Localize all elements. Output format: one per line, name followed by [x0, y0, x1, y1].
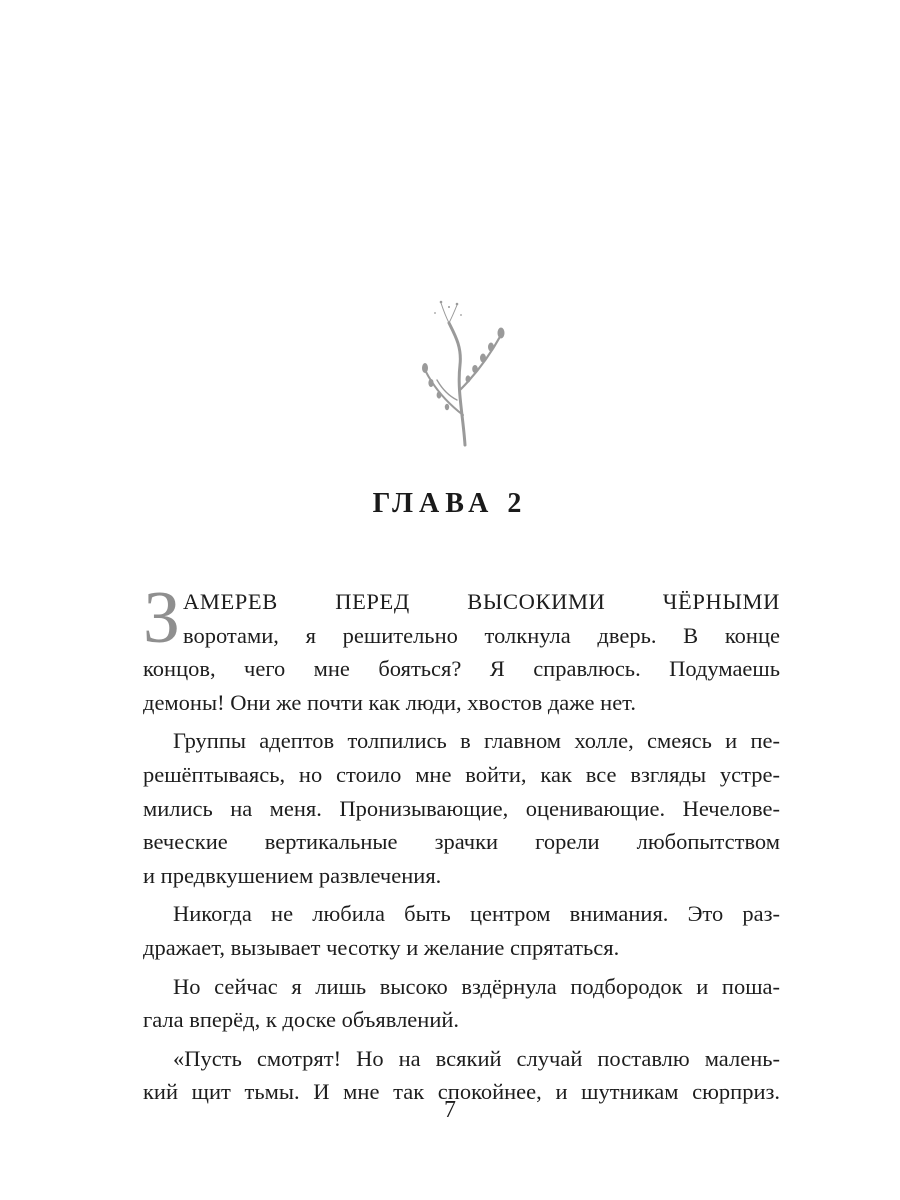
- text-line: Но сейчас я лишь высоко вздёрнула подбородок и поша-: [173, 973, 780, 999]
- paragraph-3: [143, 897, 780, 964]
- text-line: мились на меня. Пронизывающие, оценивающие. Нечелове-: [143, 795, 780, 821]
- paragraph-2: [143, 724, 780, 892]
- text-line: дражает, вызывает чесотку и желание спрятаться.: [143, 934, 620, 960]
- chapter-title: ГЛАВА 2: [372, 488, 528, 519]
- paragraph-1: [143, 577, 780, 719]
- text-line: и предвкушением развлечения.: [143, 862, 442, 888]
- text-line: гала вперёд, к доске объявлений.: [143, 1007, 460, 1033]
- flower-sprig-icon: [405, 295, 515, 455]
- text-line: веческие вертикальные зрачки горели любопытством: [143, 829, 780, 855]
- text-line: Группы адептов толпились в главном холле, смеясь и пе-: [173, 728, 780, 754]
- text-line: концов, чего мне бояться? Я справлюсь. Подумаешь: [143, 656, 780, 682]
- text-line: Никогда не любила быть центром внимания. Это раз-: [173, 901, 780, 927]
- text-line: решёптываясь, но стоило мне войти, как все взгляды устре-: [143, 761, 780, 787]
- text-line: кий щит тьмы. И мне так спокойнее, и шутникам сюрприз.: [143, 1079, 780, 1105]
- text-line: воротами, я решительно толкнула дверь. В конце: [183, 622, 780, 648]
- text-line: демоны! Они же почти как люди, хвостов даже нет.: [143, 689, 636, 715]
- drop-cap: З: [143, 577, 181, 659]
- text-line: «Пусть смотрят! Но на всякий случай поставлю малень-: [173, 1045, 780, 1071]
- body-text: [143, 577, 780, 1109]
- page-number: 7: [444, 1097, 456, 1123]
- paragraph-4: [143, 970, 780, 1037]
- text-line: АМЕРЕВ ПЕРЕД ВЫСОКИМИ ЧЁРНЫМИ: [183, 589, 780, 614]
